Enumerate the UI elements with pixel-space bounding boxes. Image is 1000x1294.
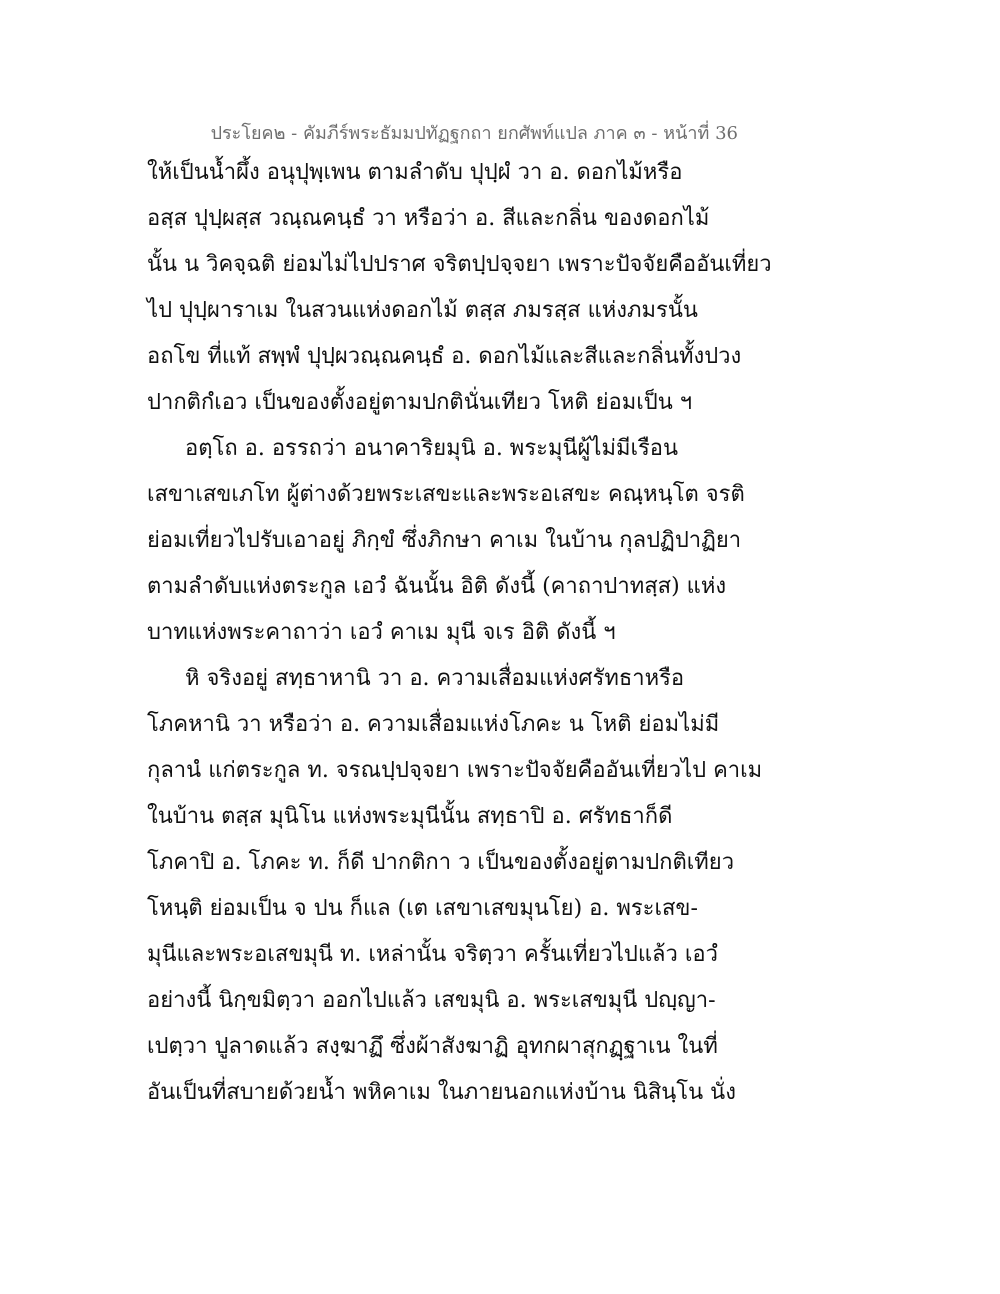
text-line: โหนฺติ ย่อมเป็น จ ปน ก็แล (เต เสขาเสขมุนโย) อ. พระเสข- xyxy=(147,896,698,921)
text-line: ปากติกํเอว เป็นของตั้งอยู่ตามปกตินั่นเทียว โหติ ย่อมเป็น ฯ xyxy=(147,390,693,415)
text-line: มุนีและพระอเสขมุนี ท. เหล่านั้น จริตฺวา ครั้นเที่ยวไปแล้ว เอวํ xyxy=(147,942,718,967)
running-header: ประโยค๒ - คัมภีร์พระธัมมปทัฏฐกถา ยกศัพท์แปล ภาค ๓ - หน้าที่ 36 xyxy=(210,123,738,144)
text-line: อันเป็นที่สบายด้วยน้ำ พหิคาเม ในภายนอกแห่งบ้าน นิสินฺโน นั่ง xyxy=(147,1080,736,1105)
text-line: โภคาปิ อ. โภคะ ท. ก็ดี ปากติกา ว เป็นของตั้งอยู่ตามปกติเทียว xyxy=(147,850,735,875)
text-line: กุลานํ แก่ตระกูล ท. จรณปฺปจฺจยา เพราะปัจจัยคืออันเที่ยวไป คาเม xyxy=(147,758,763,783)
text-line: บาทแห่งพระคาถาว่า เอวํ คาเม มุนี จเร อิติ ดังนี้ ฯ xyxy=(147,620,616,645)
text-line: อสฺส ปุปฺผสฺส วณฺณคนฺธํ วา หรือว่า อ. สีและกลิ่น ของดอกไม้ xyxy=(147,206,710,231)
text-line: ตามลำดับแห่งตระกูล เอวํ ฉันนั้น อิติ ดังนี้ (คาถาปาทสฺส) แห่ง xyxy=(147,574,727,599)
text-line: ไป ปุปฺผาราเม ในสวนแห่งดอกไม้ ตสฺส ภมรสฺส แห่งภมรนั้น xyxy=(147,298,698,323)
text-line: โภคหานิ วา หรือว่า อ. ความเสื่อมแห่งโภคะ น โหติ ย่อมไม่มี xyxy=(147,712,720,737)
text-line: ย่อมเที่ยวไปรับเอาอยู่ ภิกฺขํ ซึ่งภิกษา คาเม ในบ้าน กุลปฏิปาฏิยา xyxy=(147,528,742,553)
text-line: นั้น น วิคจฺฉติ ย่อมไม่ไปปราศ จริตปฺปจฺจยา เพราะปัจจัยคืออันเที่ยว xyxy=(147,252,772,277)
body-text xyxy=(147,150,772,1116)
paragraph-start-line: หิ จริงอยู่ สทฺธาหานิ วา อ. ความเสื่อมแห่งศรัทธาหรือ xyxy=(185,666,685,691)
text-line: เปตฺวา ปูลาดแล้ว สงฺฆาฏึ ซึ่งผ้าสังฆาฏิ อุทกผาสุกฏฺฐาเน ในที่ xyxy=(147,1034,718,1059)
text-line: อถโข ที่แท้ สพฺพํ ปุปฺผวณฺณคนฺธํ อ. ดอกไม้และสีและกลิ่นทั้งปวง xyxy=(147,344,742,369)
paragraph-start-line: อตฺโถ อ. อรรถว่า อนาคาริยมุนิ อ. พระมุนีผู้ไม่มีเรือน xyxy=(185,436,679,461)
text-line: เสขาเสขเภโท ผู้ต่างด้วยพระเสขะและพระอเสขะ คณฺหนฺโต จรติ xyxy=(147,482,745,507)
text-line: ให้เป็นน้ำผึ้ง อนุปุพฺเพน ตามลำดับ ปุปฺผํ วา อ. ดอกไม้หรือ xyxy=(147,160,683,185)
text-line: ในบ้าน ตสฺส มุนิโน แห่งพระมุนีนั้น สทฺธาปิ อ. ศรัทธาก็ดี xyxy=(147,804,673,829)
text-line: อย่างนี้ นิกฺขมิตฺวา ออกไปแล้ว เสขมุนิ อ. พระเสขมุนี ปญฺญา- xyxy=(147,988,716,1013)
